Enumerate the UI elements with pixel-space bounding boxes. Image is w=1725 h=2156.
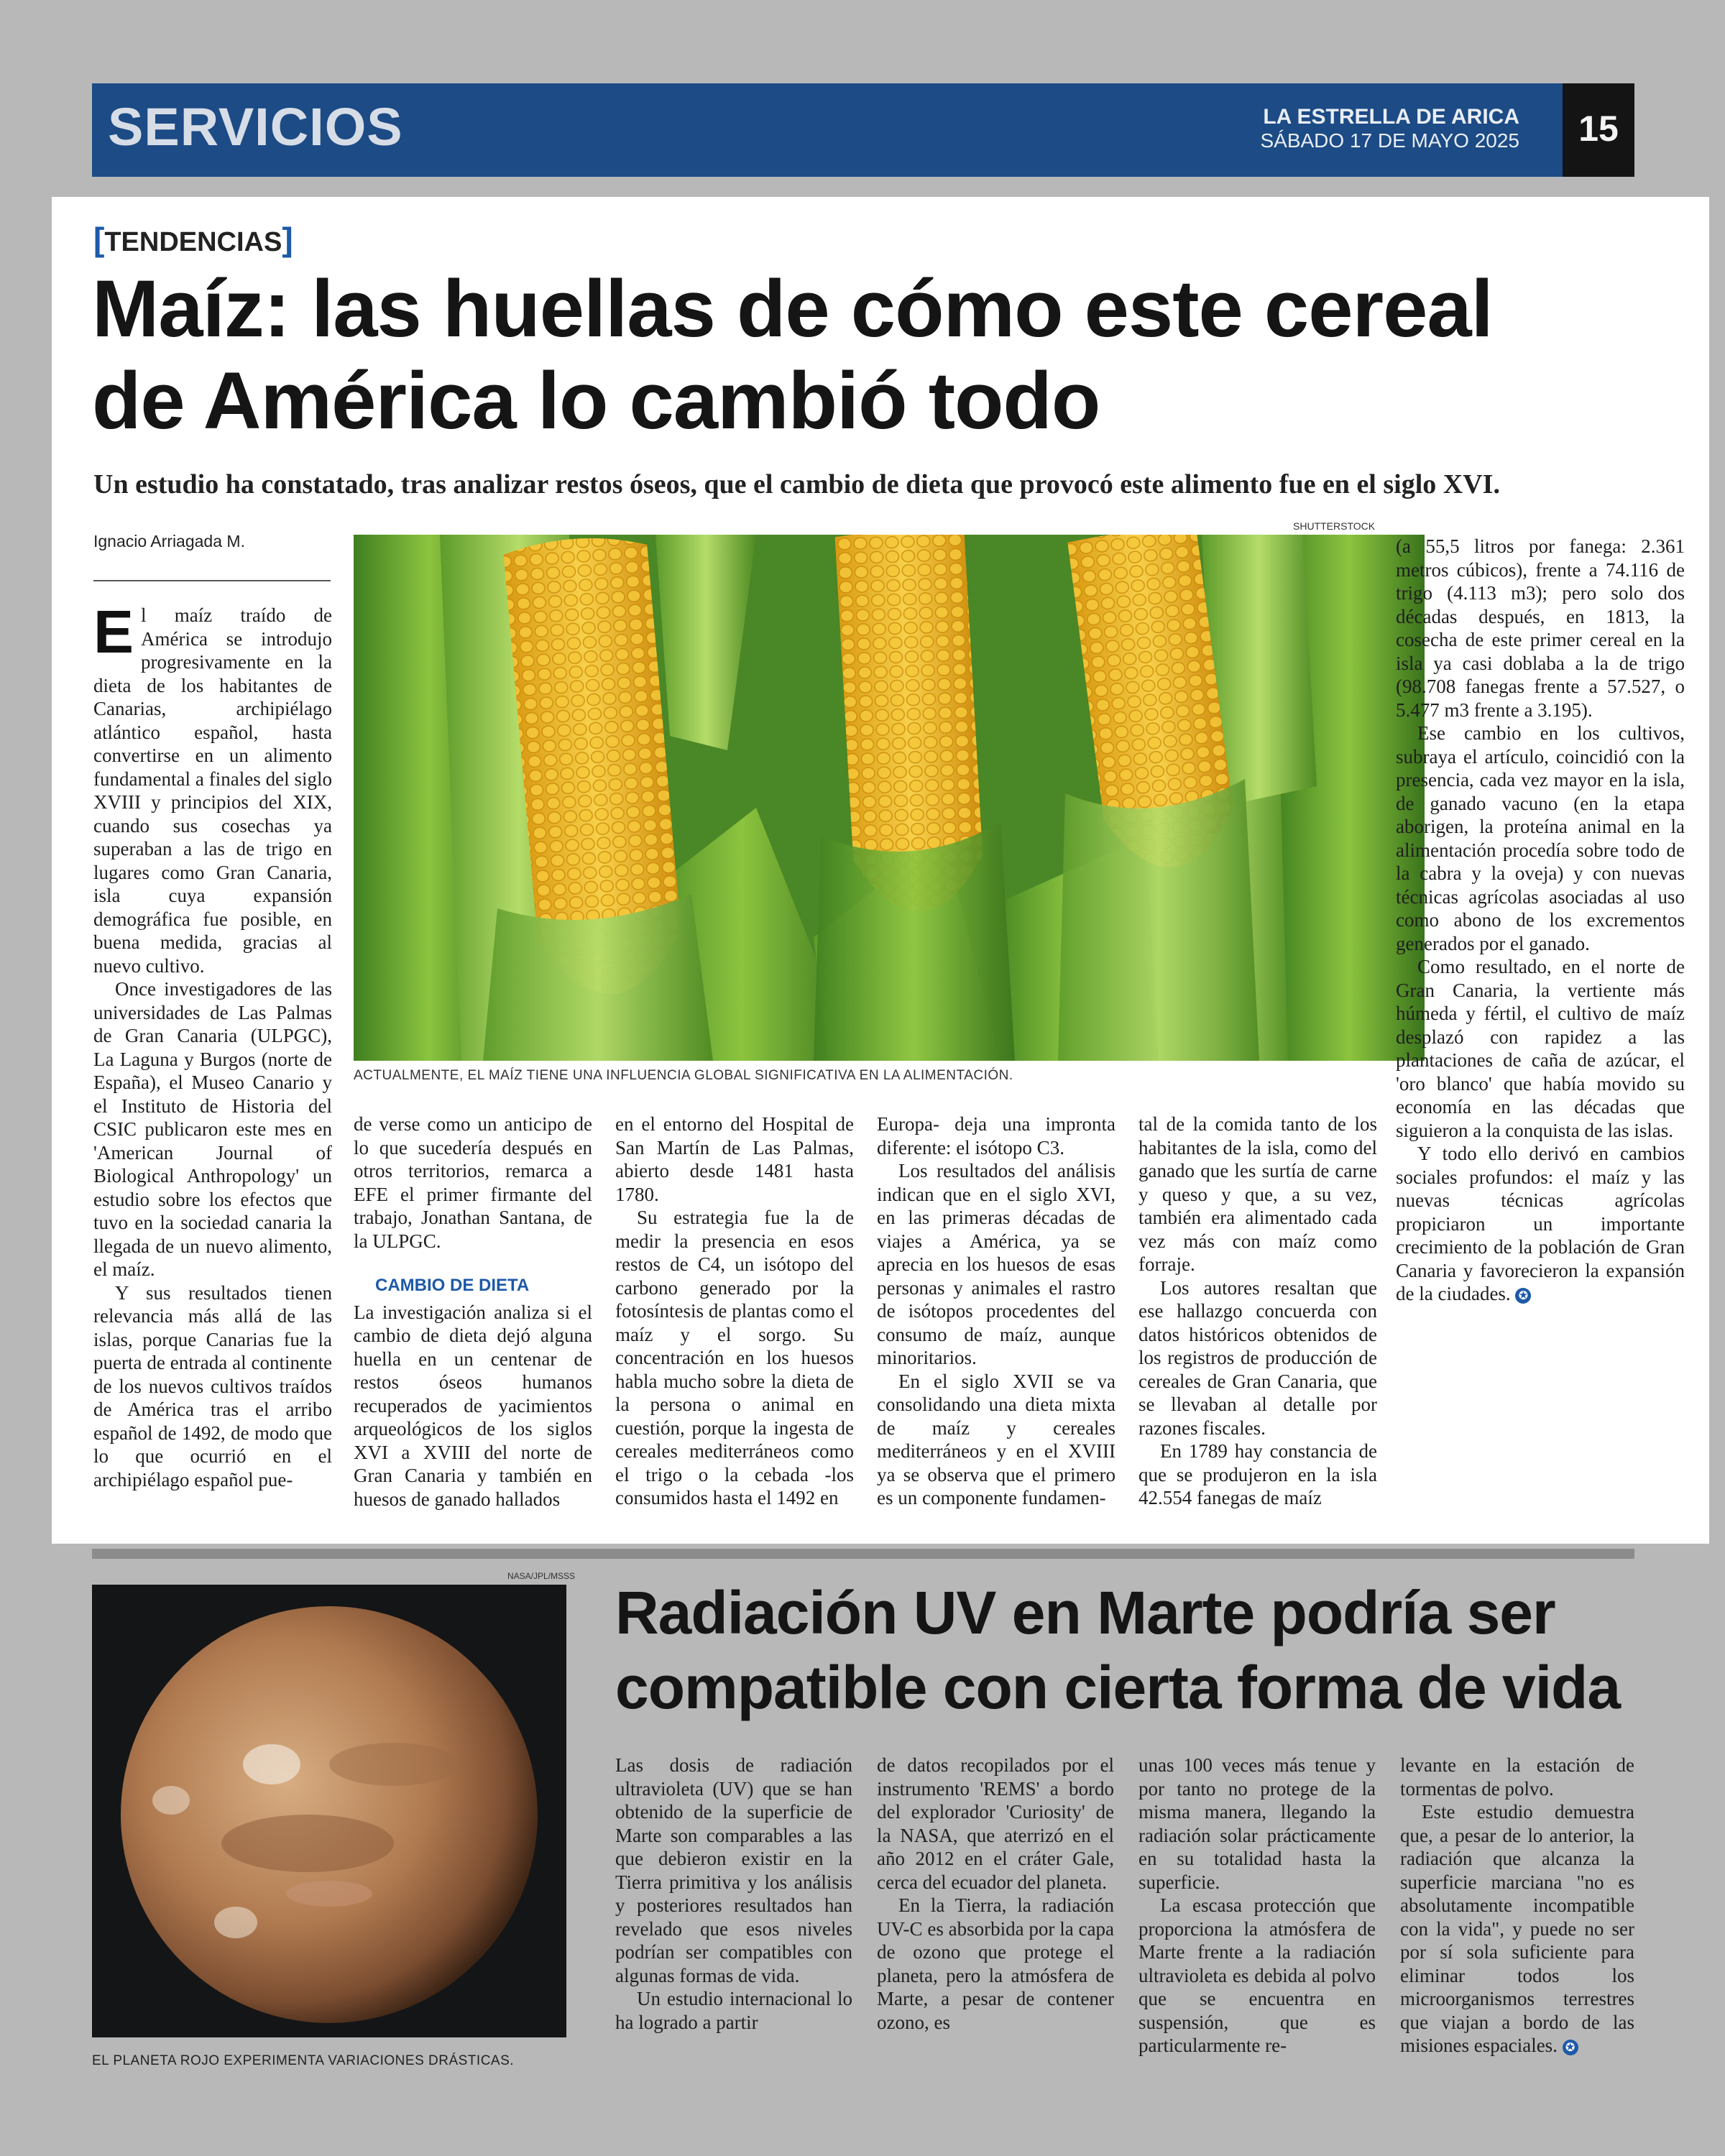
article-separator: [92, 1549, 1634, 1559]
headline-line-1: Maíz: las huellas de cómo este cereal: [92, 264, 1493, 354]
paragraph: En el siglo XVII se va consolidando una dieta mixta de maíz y cereales mediterráneos y en el XVIII ya se observa que el primero es un componente fundamen-: [877, 1370, 1116, 1508]
main-article: [52, 197, 1709, 1544]
corn-photo-caption: ACTUALMENTE, EL MAÍZ TIENE UNA INFLUENCIA GLOBAL SIGNIFICATIVA EN LA ALIMENTACIÓN.: [354, 1068, 1013, 1083]
mars-photo-credit: NASA/JPL/MSSS: [507, 1571, 576, 1581]
paragraph: (a 55,5 litros por fanega: 2.361 metros cúbicos), frente a 74.116 de trigo (4.113 m3); pero solo dos décadas después, en 1813, la cosecha de este primer cereal en la isla ya casi doblaba a la de trigo (98.708 fanegas frente a 57.527, o 5.477 m3 frente a 3.195).: [1396, 535, 1685, 721]
mars-planet-illustration: [92, 1585, 566, 2037]
article-deck: Un estudio ha constatado, tras analizar restos óseos, que el cambio de dieta que provocó este alimento fue en el siglo XVI.: [93, 469, 1500, 499]
mars-column-2: [877, 1754, 1114, 2034]
paragraph: tal de la comida tanto de los habitantes de la isla, como del ganado que les surtía de carne y queso y que, a su vez, también era alimentado cada vez más con maíz como forraje.: [1138, 1113, 1377, 1275]
corn-illustration: [354, 535, 1425, 1061]
mars-photo-caption: EL PLANETA ROJO EXPERIMENTA VARIACIONES DRÁSTICAS.: [92, 2053, 515, 2068]
paper-name: LA ESTRELLA DE ARICA: [1263, 105, 1519, 129]
paragraph: unas 100 veces más tenue y por tanto no protege de la misma manera, llegando la radiación solar prácticamente en su totalidad hasta la superficie.: [1138, 1754, 1376, 1893]
paragraph: de datos recopilados por el instrumento 'REMS' a bordo del explorador 'Curiosity' de la NASA, que aterrizó en el año 2012 en el cráter Gale, cerca del ecuador del planeta.: [877, 1754, 1114, 1893]
paragraph: Y sus resultados tienen relevancia más allá de las islas, porque Canarias fue la puerta de entrada al continente de los nuevos cultivos traídos de América tras el arribo español de 1492, de modo que lo que ocurrió en el archipiélago español pue-: [93, 1281, 332, 1491]
article-headline: [92, 263, 1673, 447]
mars-headline: [615, 1575, 1636, 1725]
mars-column-3: [1138, 1754, 1376, 2058]
kicker-label: TENDENCIAS: [104, 227, 282, 257]
page-number-box: [1563, 83, 1634, 177]
mars-photo: [92, 1585, 566, 2037]
paragraph: de verse como un anticipo de lo que sucedería después en otros territorios, remarca a EFE el primer firmante del trabajo, Jonathan Santana, de la ULPGC.: [354, 1113, 592, 1252]
closing-text: Este estudio demuestra que, a pesar de lo anterior, la radiación que alcanza la superficie marciana "no es absolutamente incompatible con la vida", y puede no ser por sí sola suficiente para eliminar todos los microorganismos terrestres que viajan a bordo de las misiones espaciales.: [1400, 1801, 1634, 2056]
paragraph: En 1789 hay constancia de que se produjeron en la isla 42.554 fanegas de maíz: [1138, 1440, 1377, 1508]
article-column-3: [615, 1112, 854, 1510]
closing-paragraph: [1396, 1142, 1685, 1306]
lead-paragraph: [93, 598, 332, 977]
subhead-cambio-de-dieta: CAMBIO DE DIETA: [375, 1276, 530, 1295]
drop-cap: E: [93, 598, 134, 665]
article-column-6: [1396, 535, 1685, 1306]
article-column-4: [877, 1112, 1116, 1510]
paragraph: en el entorno del Hospital de San Martín de Las Palmas, abierto desde 1481 hasta 1780.: [615, 1113, 854, 1205]
mars-headline-line-1: Radiación UV en Marte podría ser: [615, 1579, 1555, 1646]
end-of-article-icon: ✪: [1563, 2040, 1578, 2055]
section-title: SERVICIOS: [108, 97, 403, 157]
paragraph: Los autores resaltan que ese hallazgo concuerda con datos históricos obtenidos de los registros de producción de cereales de Gran Canaria, que se llevaban al detalle por razones fiscales.: [1138, 1276, 1377, 1439]
paragraph: Su estrategia fue la de medir la presencia en esos restos de C4, un isótopo del carbono generado por la fotosíntesis de plantas como el maíz y el sorgo. Su concentración en los huesos habla mucho sobre la dieta de la persona o animal en cuestión, porque la ingesta de cereales mediterráneos como el trigo o la cebada -los consumidos hasta el 1492 en: [615, 1207, 854, 1508]
closing-text: Y todo ello derivó en cambios sociales profundos: el maíz y las nuevas técnicas agrícolas propiciaron un importante crecimiento de la población de Gran Canaria y favorecieron la expansión de la ciudades.: [1396, 1143, 1685, 1304]
paragraph: Europa- deja una impronta diferente: el isótopo C3.: [877, 1113, 1116, 1158]
headline-line-2: de América lo cambió todo: [92, 356, 1100, 446]
paragraph: Los resultados del análisis indican que en el siglo XVI, en las primeras décadas de viajes a América, ya se aprecia en los huesos de esas personas y animales el rastro de isótopos procedentes del consumo de maíz, aunque minoritarios.: [877, 1160, 1116, 1368]
paragraph: Un estudio internacional lo ha logrado a partir: [615, 1988, 852, 2033]
article-column-2: [354, 1112, 592, 1511]
paragraph: Las dosis de radiación ultravioleta (UV) que se han obtenido de la superficie de Marte son comparables a las que debieron existir en la Tierra primitiva y los análisis y posteriores resultados han revelado que esos niveles podrían ser compatibles con algunas formas de vida.: [615, 1754, 852, 1986]
paragraph: Once investigadores de las universidades de Las Palmas de Gran Canaria (ULPGC), La Laguna y Burgos (norte de España), el Museo Canario y el Instituto de Historia del CSIC publicaron este mes en 'American Journal of Biological Anthropology' un estudio sobre los efectos que tuvo en la sociedad canaria la llegada de un nuevo alimento, el maíz.: [93, 978, 332, 1280]
page-number: 15: [1578, 109, 1619, 149]
paragraph: La investigación analiza si el cambio de dieta dejó alguna huella en un centenar de restos óseos humanos recuperados de yacimientos arqueológicos de los siglos XVI a XVIII del norte de Gran Canaria y también en huesos de ganado hallados: [354, 1301, 592, 1510]
photo-credit: SHUTTERSTOCK: [1293, 520, 1376, 532]
paragraph: La escasa protección que proporciona la atmósfera de Marte frente a la radiación ultravioleta es debida al polvo que se encuentra en suspensión, que es particularmente re-: [1138, 1894, 1376, 2056]
paragraph: levante en la estación de tormentas de polvo.: [1400, 1754, 1634, 1800]
article-column-5: [1138, 1112, 1377, 1510]
section-header: [92, 83, 1634, 177]
article-kicker: [TENDENCIAS]: [93, 221, 293, 258]
closing-paragraph: [1400, 1800, 1634, 2058]
end-of-article-icon: ✪: [1515, 1288, 1531, 1304]
paper-info: [1260, 105, 1519, 152]
byline: Ignacio Arriagada M.: [93, 532, 245, 550]
paragraph: En la Tierra, la radiación UV-C es absorbida por la capa de ozono que protege el planeta, pero la atmósfera de Marte, a pesar de contener ozono, es: [877, 1894, 1114, 2033]
mars-column-4: [1400, 1754, 1634, 2058]
paragraph: Ese cambio en los cultivos, subraya el artículo, coincidió con la presencia, cada vez mayor en la isla, de ganado vacuno (en la etapa aborigen, la proteína animal en la alimentación procedía sobre todo de la cabra y la oveja) y con nuevas técnicas agrícolas asociadas al uso como abono de los excrementos generados por el ganado.: [1396, 722, 1685, 954]
lead-text: l maíz traído de América se introdujo progresivamente en la dieta de los habitantes de Canarias, archipiélago atlántico español, hasta convertirse en un alimento fundamental a finales del siglo XVIII y principios del XIX, cuando sus cosechas ya superaban a las de trigo en lugares como Gran Canaria, isla cuya expansión demográfica fue posible, en buena medida, gracias al nuevo cultivo.: [93, 604, 332, 977]
corn-photo: [354, 535, 1425, 1061]
article-column-1: [93, 598, 332, 1491]
issue-date: SÁBADO 17 DE MAYO 2025: [1260, 129, 1519, 152]
mars-column-1: [615, 1754, 852, 2034]
byline-divider: [93, 580, 331, 581]
mars-headline-line-2: compatible con cierta forma de vida: [615, 1654, 1621, 1721]
paragraph: Como resultado, en el norte de Gran Canaria, la vertiente más húmeda y fértil, el cultivo de maíz desplazó con rapidez a las plantaciones de caña de azúcar, el 'oro blanco' que había movido su economía en las décadas que siguieron a la conquista de las islas.: [1396, 956, 1685, 1141]
